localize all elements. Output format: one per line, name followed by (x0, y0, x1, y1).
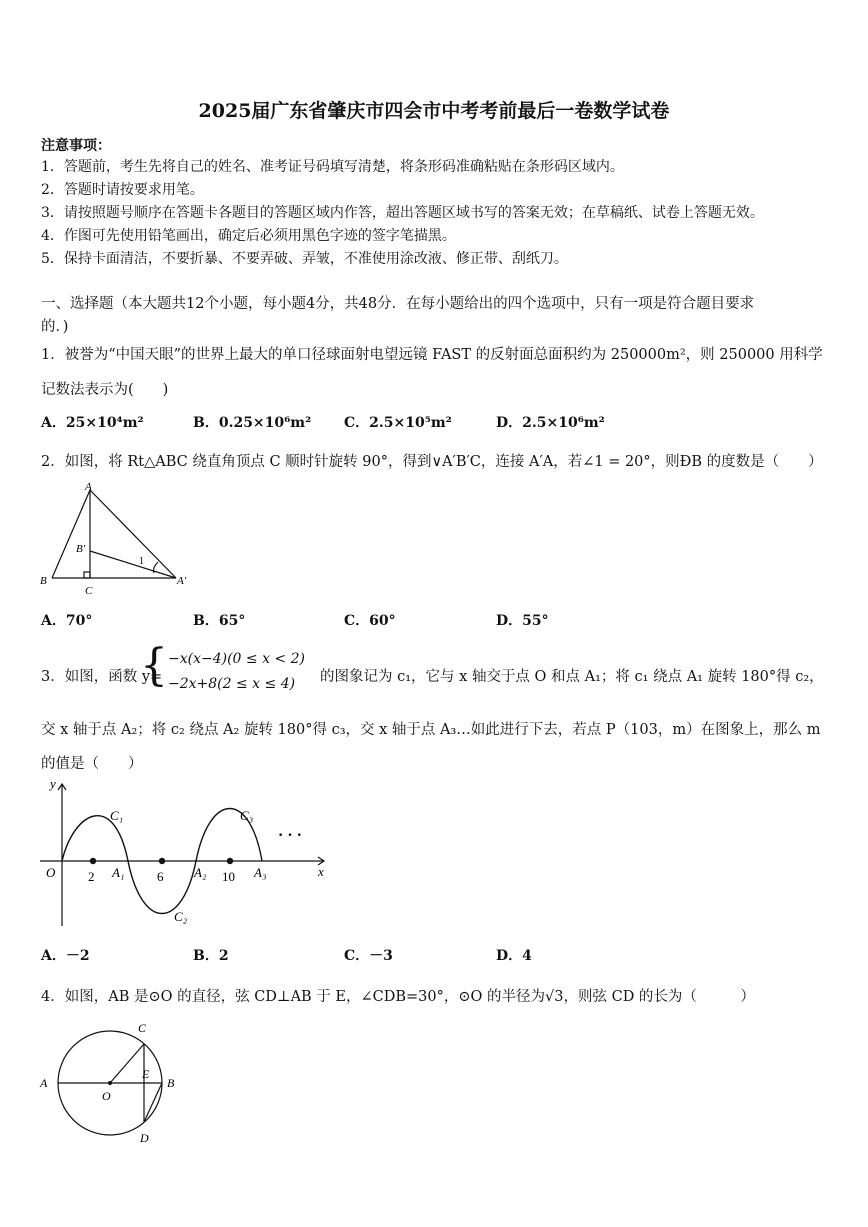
q3-label-ellipsis: · · · (278, 827, 303, 844)
q1-option-a: A．25×10⁴m² (41, 415, 144, 431)
q4-circle-figure (36, 1018, 196, 1148)
q2-option-a: A．70° (41, 613, 93, 629)
q3-brace: { (140, 640, 168, 691)
q4-label-c: C (138, 1021, 147, 1035)
q3-label-a3: A₃ (254, 865, 267, 880)
section-heading-line2: 的．) (41, 319, 69, 335)
q3-label-c2: C₂ (174, 909, 188, 924)
note-item-4: 4．作图可先使用铅笔画出，确定后必须用黑色字迹的签字笔描黑。 (41, 228, 456, 244)
notes-heading: 注意事项： (41, 138, 111, 154)
q3-option-a: A．－2 (41, 948, 90, 964)
q4-label-b: B (167, 1076, 175, 1090)
q3-suffix: 的图象记为 c₁，它与 x 轴交于点 O 和点 A₁；将 c₁ 绕点 A₁ 旋转 180°得 c₂， (320, 669, 824, 685)
q3-label-c3: C₃ (240, 808, 254, 823)
q3-wave-figure (34, 776, 334, 931)
q3-piece-2: −2x+8(2 ≤ x ≤ 4) (168, 676, 296, 692)
q3-label-a1: A₁ (112, 865, 125, 880)
q3-label-o: O (46, 865, 56, 880)
q2-label-a-prime: A′ (177, 575, 187, 587)
q3-option-b: B．2 (193, 948, 229, 964)
q3-label-2: 2 (88, 869, 95, 884)
section-heading-line1: 一、选择题（本大题共12个小题，每小题4分，共48分．在每小题给出的四个选项中，只有一项是符合题目要求 (41, 296, 755, 312)
q3-option-c: C．－3 (344, 948, 393, 964)
q3-prefix: 3．如图，函数 y= (41, 669, 163, 685)
q3-text-line3: 的值是（ ） (41, 756, 143, 772)
q2-option-b: B．65° (193, 613, 246, 629)
q3-label-y: y (50, 776, 56, 791)
q4-label-o: O (102, 1089, 111, 1103)
q2-triangle-figure (36, 480, 196, 598)
q4-label-a: A (40, 1076, 48, 1090)
q3-label-6: 6 (157, 869, 164, 884)
note-item-1: 1．答题前，考生先将自己的姓名、准考证号码填写清楚，将条形码准确粘贴在条形码区域内。 (41, 159, 624, 175)
q3-label-c1: C₁ (110, 808, 124, 823)
q2-option-d: D．55° (496, 613, 549, 629)
q3-label-10: 10 (222, 869, 235, 884)
q2-label-angle-1: 1 (139, 556, 144, 567)
q3-text-line2: 交 x 轴于点 A₂；将 c₂ 绕点 A₂ 旋转 180°得 c₃，交 x 轴于点 A₃…如此进行下去，若点 P（103，m）在图象上，那么 m (41, 722, 821, 738)
note-item-5: 5．保持卡面清洁，不要折暴、不要弄破、弄皱，不准使用涂改液、修正带、刮纸刀。 (41, 251, 568, 267)
q1-option-c: C．2.5×10⁵m² (344, 415, 452, 431)
q1-text-line1: 1．被誉为“中国天眼”的世界上最大的单口径球面射电望远镜 FAST 的反射面总面积约为 250000m²，则 250000 用科学 (41, 347, 823, 363)
q2-label-a: A (85, 481, 92, 493)
q2-label-b: B (40, 575, 47, 587)
q3-piece-1: −x(x−4)(0 ≤ x < 2) (168, 651, 305, 667)
q2-text: 2．如图，将 Rt△ABC 绕直角顶点 C 顺时针旋转 90°，得到∨A′B′C，连接 A′A，若∠1 = 20°，则ÐB 的度数是（ ） (41, 454, 823, 470)
q1-option-d: D．2.5×10⁶m² (496, 415, 605, 431)
page-title: 2025届广东省肇庆市四会市中考考前最后一卷数学试卷 (198, 100, 670, 122)
q1-text-line2: 记数法表示为( ) (41, 382, 169, 398)
q3-label-x: x (318, 864, 324, 879)
q3-label-a2: A₂ (194, 865, 207, 880)
q4-label-d: D (140, 1131, 149, 1145)
q4-text: 4．如图，AB 是⊙O 的直径，弦 CD⊥AB 于 E，∠CDB=30°，⊙O 的半径为√3，则弦 CD 的长为（ ） (41, 989, 755, 1005)
q2-option-c: C．60° (344, 613, 396, 629)
note-item-3: 3．请按照题号顺序在答题卡各题目的答题区域内作答，超出答题区域书写的答案无效；在草稿纸、试卷上答题无效。 (41, 205, 764, 221)
q2-label-c: C (85, 585, 93, 597)
q4-label-e: E (142, 1067, 150, 1081)
q3-option-d: D．4 (496, 948, 532, 964)
note-item-2: 2．答题时请按要求用笔。 (41, 182, 204, 198)
q1-option-b: B．0.25×10⁶m² (193, 415, 312, 431)
q2-label-b-prime: B′ (76, 543, 86, 555)
